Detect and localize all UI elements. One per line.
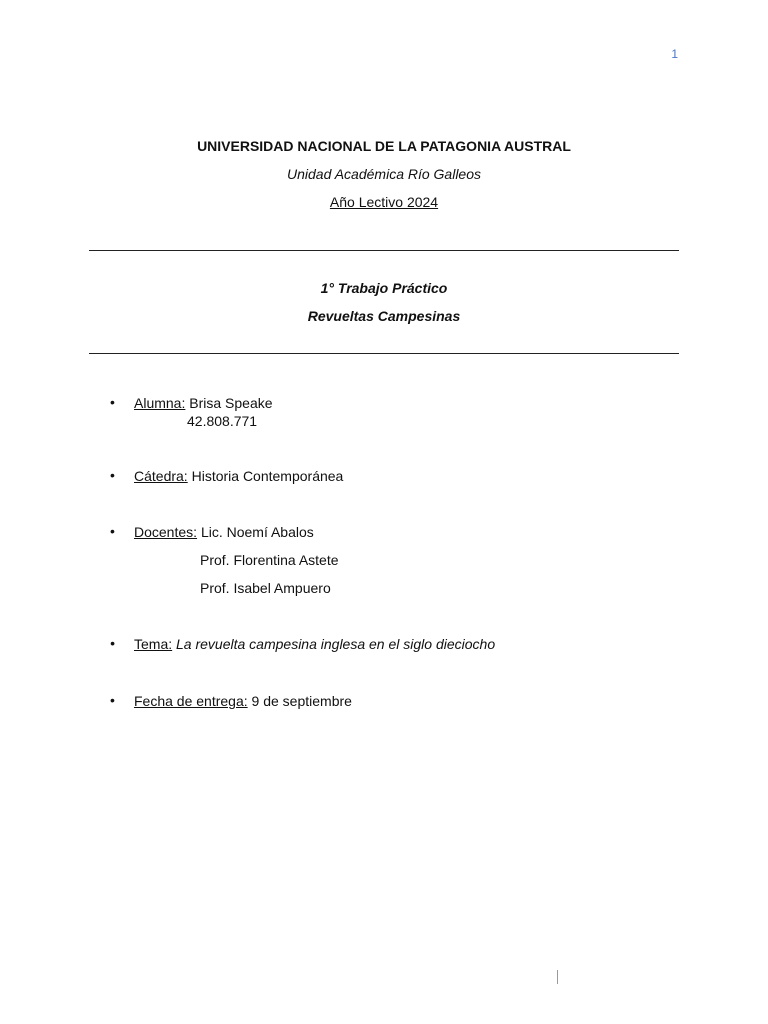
catedra-value: Historia Contemporánea bbox=[191, 468, 344, 484]
tema-line bbox=[134, 635, 495, 653]
bullet-icon: • bbox=[110, 692, 115, 708]
alumna-id: 42.808.771 bbox=[187, 413, 258, 429]
bottom-divider bbox=[89, 353, 679, 354]
docente-3: Prof. Isabel Ampuero bbox=[200, 580, 331, 596]
text-cursor-mark bbox=[557, 970, 558, 984]
tema-value: La revuelta campesina inglesa en el siglo dieciocho bbox=[176, 636, 496, 652]
top-divider bbox=[89, 250, 679, 251]
alumna-value: Brisa Speake bbox=[189, 395, 273, 411]
catedra-line bbox=[134, 467, 343, 485]
catedra-label: Cátedra: bbox=[134, 468, 188, 484]
academic-year: Año Lectivo 2024 bbox=[329, 194, 439, 210]
bullet-icon: • bbox=[110, 394, 115, 410]
fecha-line bbox=[134, 692, 352, 710]
fecha-label: Fecha de entrega: bbox=[134, 693, 248, 709]
page-number: 1 bbox=[671, 47, 678, 61]
university-name: UNIVERSIDAD NACIONAL DE LA PATAGONIA AUSTRAL bbox=[197, 138, 571, 154]
assignment-number: 1° Trabajo Práctico bbox=[320, 280, 448, 296]
alumna-line bbox=[134, 394, 273, 412]
assignment-title: Revueltas Campesinas bbox=[307, 308, 461, 324]
academic-unit: Unidad Académica Río Galleos bbox=[286, 166, 482, 182]
bullet-icon: • bbox=[110, 635, 115, 651]
alumna-label: Alumna: bbox=[134, 395, 186, 411]
docente-1: Lic. Noemí Abalos bbox=[200, 524, 314, 540]
docentes-line bbox=[134, 523, 314, 541]
bullet-icon: • bbox=[110, 523, 115, 539]
tema-label: Tema: bbox=[134, 636, 173, 652]
docentes-label: Docentes: bbox=[134, 524, 198, 540]
bullet-icon: • bbox=[110, 467, 115, 483]
docente-2: Prof. Florentina Astete bbox=[200, 552, 339, 568]
fecha-value: 9 de septiembre bbox=[251, 693, 352, 709]
